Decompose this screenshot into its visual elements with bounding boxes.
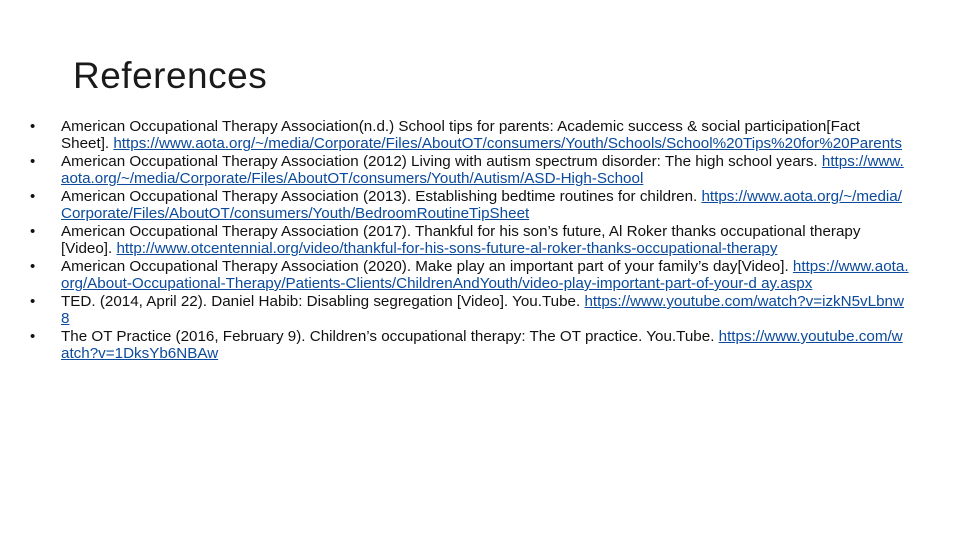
bullet-icon: • [30,223,36,240]
reference-link[interactable]: https://www.youtube.com/watch?v=1DksYb6NBAw [61,328,903,362]
reference-text: TED. (2014, April 22). Daniel Habib: Disabling segregation [Video]. You.Tube. [61,293,585,310]
reference-item [30,153,910,187]
reference-item [30,293,910,327]
reference-link[interactable]: http://www.otcentennial.org/video/thankful-for-his-sons-future-al-roker-thanks-occupational-therapy [116,240,778,257]
reference-text: American Occupational Therapy Association (2017). Thankful for his son’s future, Al Roker thanks occupational therapy [Video]. [61,223,861,257]
reference-list [30,118,910,363]
bullet-icon: • [30,118,36,135]
reference-link[interactable]: https://www.aota.org/~/media/Corporate/Files/AboutOT/consumers/Youth/BedroomRoutineTipSheet [61,188,902,222]
reference-text: American Occupational Therapy Association (2012) Living with autism spectrum disorder: The high school years. [61,153,822,170]
reference-item [30,258,910,292]
reference-item [30,223,910,257]
page-title: References [73,55,268,96]
bullet-icon: • [30,293,36,310]
reference-item [30,118,910,152]
reference-text: American Occupational Therapy Association (2020). Make play an important part of your family’s day[Video]. [61,258,793,275]
bullet-icon: • [30,188,36,205]
bullet-icon: • [30,258,36,275]
reference-link[interactable]: https://www.aota.org/~/media/Corporate/Files/AboutOT/consumers/Youth/Autism/ASD-High-School [61,153,904,187]
bullet-icon: • [30,328,36,345]
reference-text: American Occupational Therapy Association (2013). Establishing bedtime routines for children. [61,188,702,205]
bullet-icon: • [30,153,36,170]
reference-text: American Occupational Therapy Association(n.d.) School tips for parents: Academic success & social participation[Fact Sheet]. [61,118,861,152]
reference-link[interactable]: https://www.aota.org/~/media/Corporate/Files/AboutOT/consumers/Youth/Schools/School%20Tips%20for%20Parents [113,135,902,152]
reference-text: The OT Practice (2016, February 9). Children’s occupational therapy: The OT practice. You.Tube. [61,328,719,345]
reference-link[interactable]: https://www.aota.org/About-Occupational-Therapy/Patients-Clients/ChildrenAndYouth/video-play-important-part-of-your-d ay.aspx [61,258,909,292]
reference-item [30,188,910,222]
reference-link[interactable]: https://www.youtube.com/watch?v=izkN5vLbnw8 [61,293,904,327]
reference-item [30,328,910,362]
